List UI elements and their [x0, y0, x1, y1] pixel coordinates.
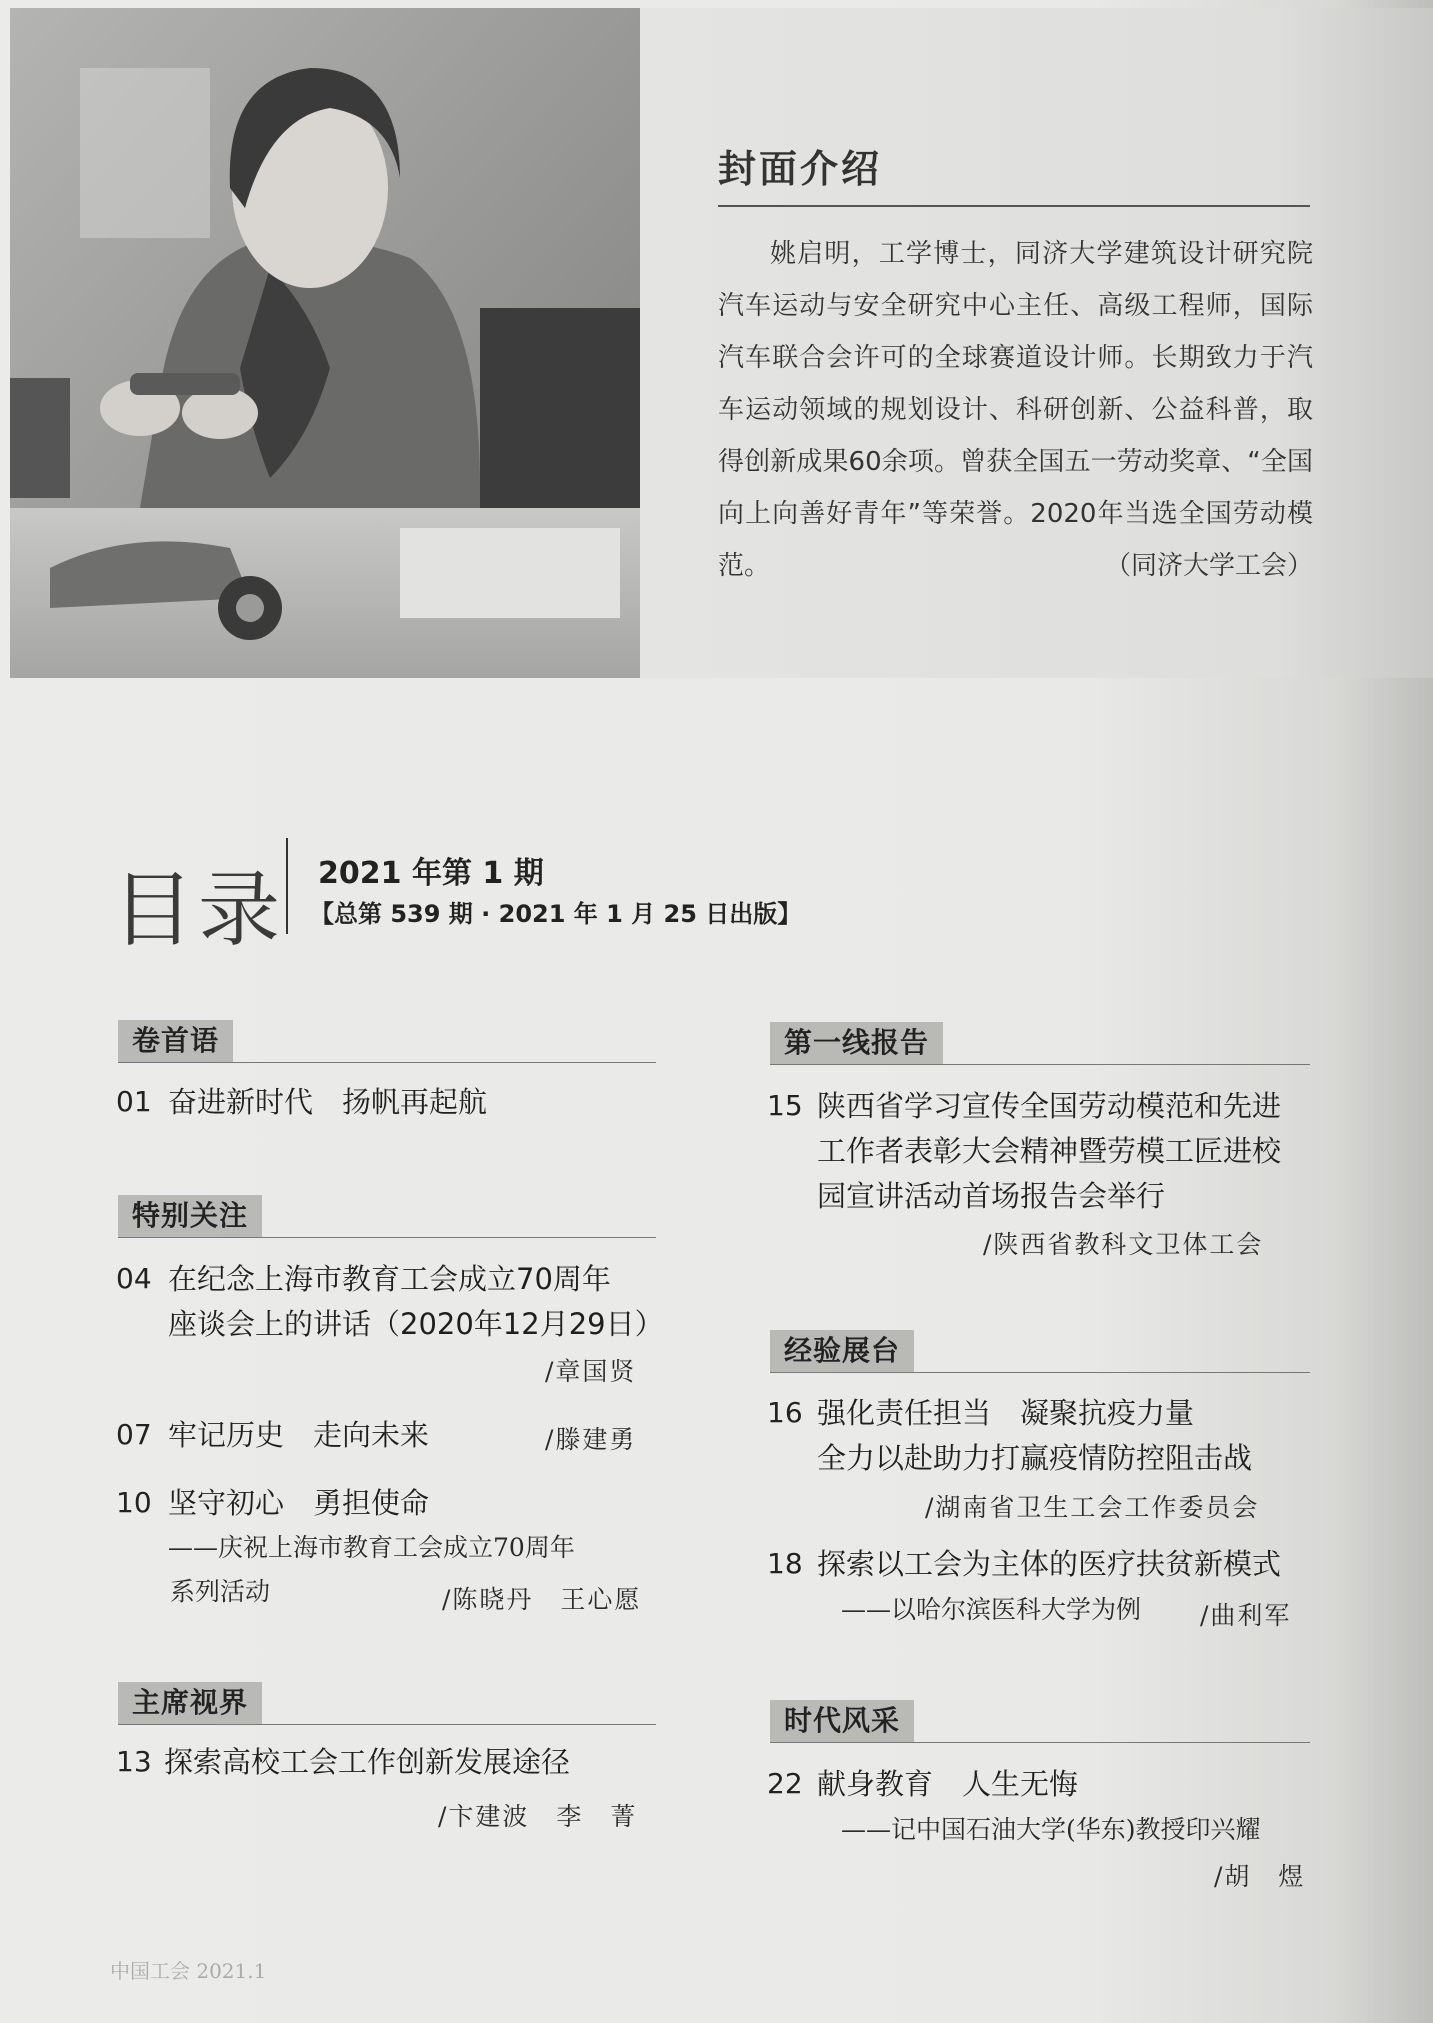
- entry-page-number[interactable]: 07: [116, 1418, 152, 1451]
- entry-title[interactable]: 献身教育 人生无悔: [817, 1767, 1079, 1801]
- entry-author: /章国贤: [545, 1357, 637, 1386]
- section-rule: [118, 1724, 656, 1725]
- entry-title[interactable]: 奋进新时代 扬帆再起航: [168, 1085, 488, 1119]
- toc-heading: 目录: [112, 863, 285, 958]
- entry-author: /曲利军: [1200, 1601, 1292, 1630]
- entry-page-number[interactable]: 22: [767, 1767, 803, 1800]
- issue-detail: 【总第 539 期 · 2021 年 1 月 25 日出版】: [310, 900, 802, 928]
- entry-subtitle: ——庆祝上海市教育工会成立70周年: [168, 1533, 575, 1562]
- section-label-shidaifengcai: 时代风采: [770, 1700, 914, 1742]
- toc-divider: [286, 838, 288, 934]
- entry-author: /胡 煜: [1214, 1862, 1306, 1891]
- section-label-juanshouyu: 卷首语: [118, 1020, 233, 1062]
- entry-subtitle: ——记中国石油大学(华东)教授印兴耀: [841, 1815, 1261, 1844]
- entry-page-number[interactable]: 16: [767, 1396, 803, 1429]
- entry-page-number[interactable]: 13: [116, 1745, 152, 1778]
- section-label-diyixianbaogao: 第一线报告: [770, 1022, 943, 1064]
- section-rule: [118, 1062, 656, 1063]
- entry-title[interactable]: 强化责任担当 凝聚抗疫力量: [817, 1396, 1195, 1430]
- entry-title-cont[interactable]: 工作者表彰大会精神暨劳模工匠进校: [817, 1134, 1282, 1168]
- entry-title[interactable]: 在纪念上海市教育工会成立70周年: [168, 1262, 611, 1296]
- entry-author: /卞建波 李 菁: [438, 1802, 638, 1831]
- entry-title[interactable]: 探索以工会为主体的医疗扶贫新模式: [817, 1547, 1282, 1581]
- entry-subtitle: ——以哈尔滨医科大学为例: [841, 1595, 1142, 1624]
- entry-subtitle-cont: 系列活动: [170, 1577, 271, 1606]
- entry-title[interactable]: 坚守初心 勇担使命: [168, 1486, 430, 1520]
- entry-page-number[interactable]: 10: [116, 1486, 152, 1519]
- cover-photo: [10, 8, 640, 678]
- entry-author: /陕西省教科文卫体工会: [983, 1230, 1264, 1259]
- cover-intro-body: 姚启明，工学博士，同济大学建筑设计研究院汽车运动与安全研究中心主任、高级工程师，国际汽车联合会许可的全球赛道设计师。长期致力于汽车运动领域的规划设计、科研创新、公益科普，取得创新成果60余项。曾获全国五一劳动奖章、“全国向上向善好青年”等荣誉。2020年当选全国劳动模范。: [718, 239, 1313, 581]
- section-rule: [770, 1372, 1310, 1373]
- entry-title[interactable]: 牢记历史 走向未来: [168, 1418, 430, 1452]
- cover-intro-text: [718, 228, 1313, 592]
- entry-author: /滕建勇: [545, 1425, 637, 1454]
- issue-number: 2021 年第 1 期: [318, 856, 544, 891]
- entry-title-cont[interactable]: 园宣讲活动首场报告会举行: [817, 1179, 1166, 1213]
- entry-title[interactable]: 陕西省学习宣传全国劳动模范和先进: [817, 1089, 1282, 1123]
- entry-page-number[interactable]: 18: [767, 1547, 803, 1580]
- entry-author: /湖南省卫生工会工作委员会: [925, 1493, 1260, 1522]
- cover-intro-title: 封面介绍: [718, 147, 883, 191]
- entry-page-number[interactable]: 04: [116, 1262, 152, 1295]
- cover-intro-rule: [718, 205, 1310, 207]
- section-label-tebieguanzhu: 特别关注: [118, 1195, 262, 1237]
- section-rule: [770, 1742, 1310, 1743]
- entry-page-number[interactable]: 01: [116, 1085, 152, 1118]
- entry-title-cont[interactable]: 全力以赴助力打赢疫情防控阻击战: [817, 1441, 1253, 1475]
- entry-title-cont[interactable]: 座谈会上的讲话（2020年12月29日）: [168, 1307, 664, 1341]
- page-footer: 中国工会 2021.1: [110, 1959, 267, 1983]
- section-rule: [118, 1237, 656, 1238]
- section-label-jingyanzhantai: 经验展台: [770, 1330, 914, 1372]
- section-rule: [770, 1064, 1310, 1065]
- entry-title[interactable]: 探索高校工会工作创新发展途径: [164, 1745, 571, 1779]
- entry-author: /陈晓丹 王心愿: [442, 1585, 642, 1614]
- section-label-zhuxishijie: 主席视界: [118, 1682, 262, 1724]
- cover-intro-source: （同济大学工会）: [1104, 551, 1313, 581]
- entry-page-number[interactable]: 15: [767, 1089, 803, 1122]
